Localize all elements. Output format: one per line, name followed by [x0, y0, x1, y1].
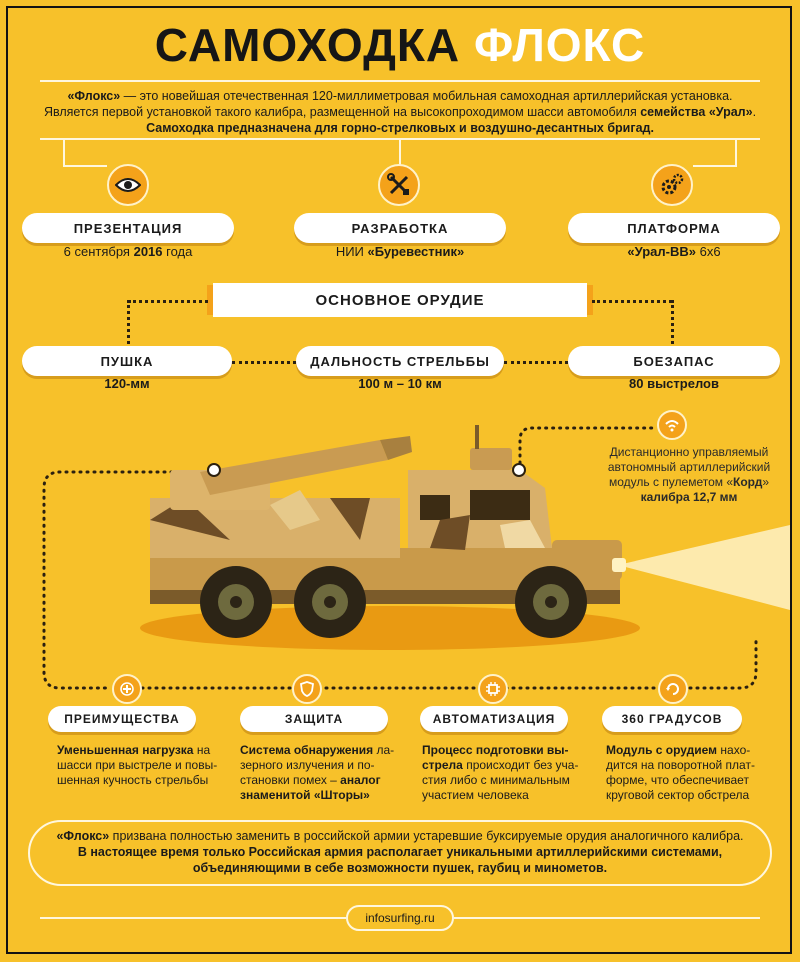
antenna: [475, 425, 479, 449]
module-note-line3: модуль с пулеметом «: [608, 475, 734, 489]
feature-desc-line: стия либо с минимальным: [422, 773, 570, 787]
fact-value-platform-end: 6х6: [696, 244, 721, 259]
turret-marker: [208, 464, 220, 476]
title-accent: ФЛОКС: [473, 19, 646, 71]
headlight: [612, 558, 626, 572]
intro-line3: Самоходка предназначена для горно-стрелковых и воздушно-десантных бригад.: [146, 121, 654, 135]
feature-desc-bold: аналог: [340, 773, 381, 787]
plus-icon: [112, 674, 142, 704]
intro-name: «Флокс»: [67, 89, 121, 103]
module-note-caliber: калибра 12,7 мм: [640, 490, 738, 504]
chip-icon: [478, 674, 508, 704]
dotted-loop-right: [690, 640, 756, 688]
feature-desc-bold: Уменьшенная нагрузка: [57, 743, 194, 757]
fact-value-development-start: НИИ: [335, 244, 368, 259]
feature-desc-automation: [422, 743, 592, 803]
summary-text: [50, 828, 750, 876]
feature-desc-line: нахо-: [717, 743, 751, 757]
rotate-icon: [658, 674, 688, 704]
module-note-kord: Корд: [733, 475, 763, 489]
feature-desc-line: круговой сектор обстрела: [606, 788, 750, 802]
fact-value-development-bold: «Буревестник»: [367, 244, 465, 259]
feature-desc-advantages: [57, 743, 227, 788]
feature-desc-line: шасси при выстреле и повы-: [57, 758, 218, 772]
wheel: [515, 566, 587, 638]
wifi-icon: [657, 410, 687, 440]
intro-line2-end: .: [752, 105, 757, 119]
cab-window: [470, 490, 530, 520]
feature-desc-360: [606, 743, 776, 803]
feature-desc-line: становки помех –: [240, 773, 341, 787]
feature-label-360: 360 ГРАДУСОВ: [602, 706, 742, 732]
fact-label-presentation: ПРЕЗЕНТАЦИЯ: [22, 213, 234, 243]
weapon-value-range: 100 м – 10 км: [358, 376, 442, 391]
fact-value-presentation-bold: 2016: [133, 244, 163, 259]
weapon-label-range: ДАЛЬНОСТЬ СТРЕЛЬБЫ: [296, 346, 504, 376]
remote-module: [470, 448, 512, 470]
feature-desc-bold: Система обнаружения: [240, 743, 374, 757]
headlight-beam: [618, 525, 790, 610]
summary-line1: призвана полностью заменить в российской армии устаревшие буксируемые орудия аналогичного калибра.: [109, 829, 744, 843]
feature-desc-protection: [240, 743, 410, 803]
feature-desc-line: дится на поворотной плат-: [606, 758, 755, 772]
summary-line2: В настоящее время только Российская армия располагает уникальными артиллерийскими системами,: [77, 845, 723, 859]
module-note-line3-end: »: [762, 475, 770, 489]
module-note-line1: Дистанционно управляемый: [609, 445, 769, 459]
fact-label-platform: ПЛАТФОРМА: [568, 213, 780, 243]
fact-label-development: РАЗРАБОТКА: [294, 213, 506, 243]
gun-barrel: [200, 440, 388, 495]
summary-line3: объединяющими в себе возможности пушек, гаубиц и минометов.: [192, 861, 608, 875]
feature-label-protection: ЗАЩИТА: [240, 706, 388, 732]
feature-desc-bold: знаменитой «Шторы»: [240, 788, 370, 802]
module-note-line2: автономный артиллерийский: [607, 460, 771, 474]
wheel: [200, 566, 272, 638]
feature-label-advantages: ПРЕИМУЩЕСТВА: [48, 706, 196, 732]
footer-rule-right: [454, 917, 760, 919]
feature-desc-line: форме, что обеспечивает: [606, 773, 749, 787]
weapon-label-gun: ПУШКА: [22, 346, 232, 376]
fact-value-presentation-start: 6 сентября: [63, 244, 134, 259]
feature-desc-bold: Модуль с орудием: [606, 743, 718, 757]
title-main: САМОХОДКА: [154, 19, 461, 71]
shield-icon: [292, 674, 322, 704]
intro-line2-bold: семейства «Урал»: [640, 105, 753, 119]
weapon-label-ammo: БОЕЗАПАС: [568, 346, 780, 376]
intro-line1: — это новейшая отечественная 120-миллиметровая мобильная самоходная артиллерийская установка.: [120, 89, 733, 103]
feature-desc-line: участием человека: [422, 788, 529, 802]
feature-desc-line: ла-: [373, 743, 395, 757]
feature-desc-line: шенная кучность стрельбы: [57, 773, 209, 787]
weapon-value-gun: 120-мм: [104, 376, 150, 391]
site-link[interactable]: infosurfing.ru: [346, 905, 454, 931]
main-weapon-banner: ОСНОВНОЕ ОРУДИЕ: [213, 283, 587, 317]
feature-desc-line: зерного излучения и по-: [240, 758, 375, 772]
wheel: [294, 566, 366, 638]
feature-desc-line: на: [193, 743, 211, 757]
fact-value-platform-bold: «Урал-ВВ»: [627, 244, 696, 259]
module-marker: [513, 464, 525, 476]
fact-value-presentation-end: года: [162, 244, 193, 259]
feature-desc-bold: Процесс подготовки вы-: [422, 743, 569, 757]
weapon-value-ammo: 80 выстрелов: [629, 376, 719, 391]
feature-desc-line: происходит без уча-: [462, 758, 579, 772]
footer-rule-left: [40, 917, 346, 919]
feature-desc-bold: стрела: [422, 758, 463, 772]
feature-label-automation: АВТОМАТИЗАЦИЯ: [420, 706, 568, 732]
module-note: [596, 445, 782, 505]
intro-line2: Является первой установкой такого калибра, размещенной на высокопроходимом шасси автомобиля: [43, 105, 641, 119]
summary-bold: «Флокс»: [56, 829, 110, 843]
cab-side-window: [420, 495, 450, 520]
